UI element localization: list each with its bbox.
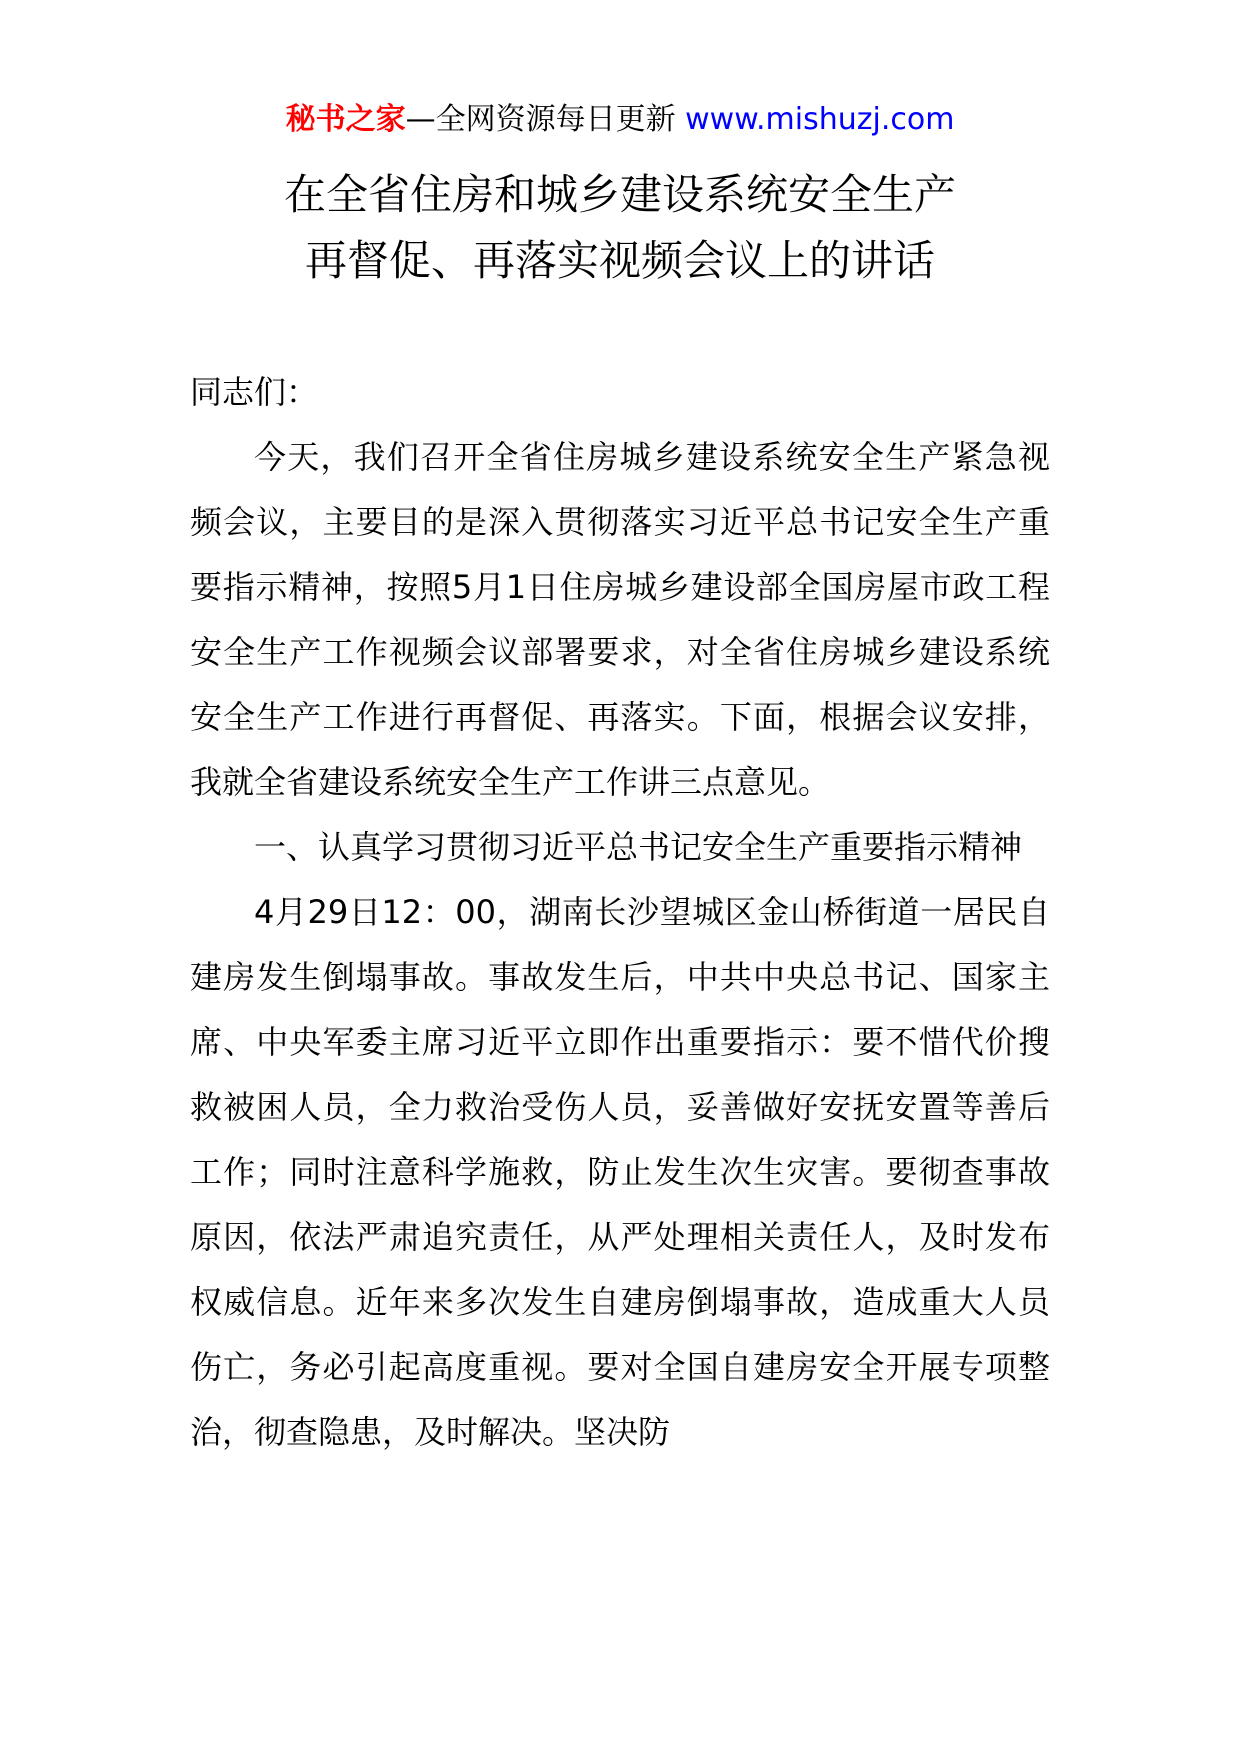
paragraph-incident: 4月29日12：00，湖南长沙望城区金山桥街道一居民自建房发生倒塌事故。事故发生后，中共中央总书记、国家主席、中央军委主席习近平立即作出重要指示：要不惜代价搜救被困人员，全力救治受伤人员，妥善做好安抚安置等善后工作；同时注意科学施救，防止发生次生灾害。要彻查事故原因，依法严肃追究责任，从严处理相关责任人，及时发布权威信息。近年来多次发生自建房倒塌事故，造成重大人员伤亡，务必引起高度重视。要对全国自建房安全开展专项整治，彻查隐患，及时解决。坚决防 — [190, 893, 1050, 1451]
site-slogan: —全网资源每日更新 — [405, 102, 676, 137]
title-line-1: 在全省住房和城乡建设系统安全生产 — [283, 170, 956, 219]
document-title — [0, 162, 1240, 294]
site-url-link[interactable]: www.mishuzj.com — [685, 102, 955, 137]
section-heading-1: 一、认真学习贯彻习近平总书记安全生产重要指示精神 — [254, 828, 1023, 866]
salutation: 同志们： — [190, 373, 319, 411]
site-header — [0, 98, 1240, 142]
paragraph-intro: 今天，我们召开全省住房城乡建设系统安全生产紧急视频会议，主要目的是深入贯彻落实习近平总书记安全生产重要指示精神，按照5月1日住房城乡建设部全国房屋市政工程安全生产工作视频会议部署要求，对全省住房城乡建设系统安全生产工作进行再督促、再落实。下面，根据会议安排，我就全省建设系统安全生产工作讲三点意见。 — [190, 438, 1050, 801]
site-brand: 秘书之家 — [285, 102, 406, 137]
document-body — [190, 360, 1050, 1465]
title-line-2: 再督促、再落实视频会议上的讲话 — [304, 236, 935, 285]
